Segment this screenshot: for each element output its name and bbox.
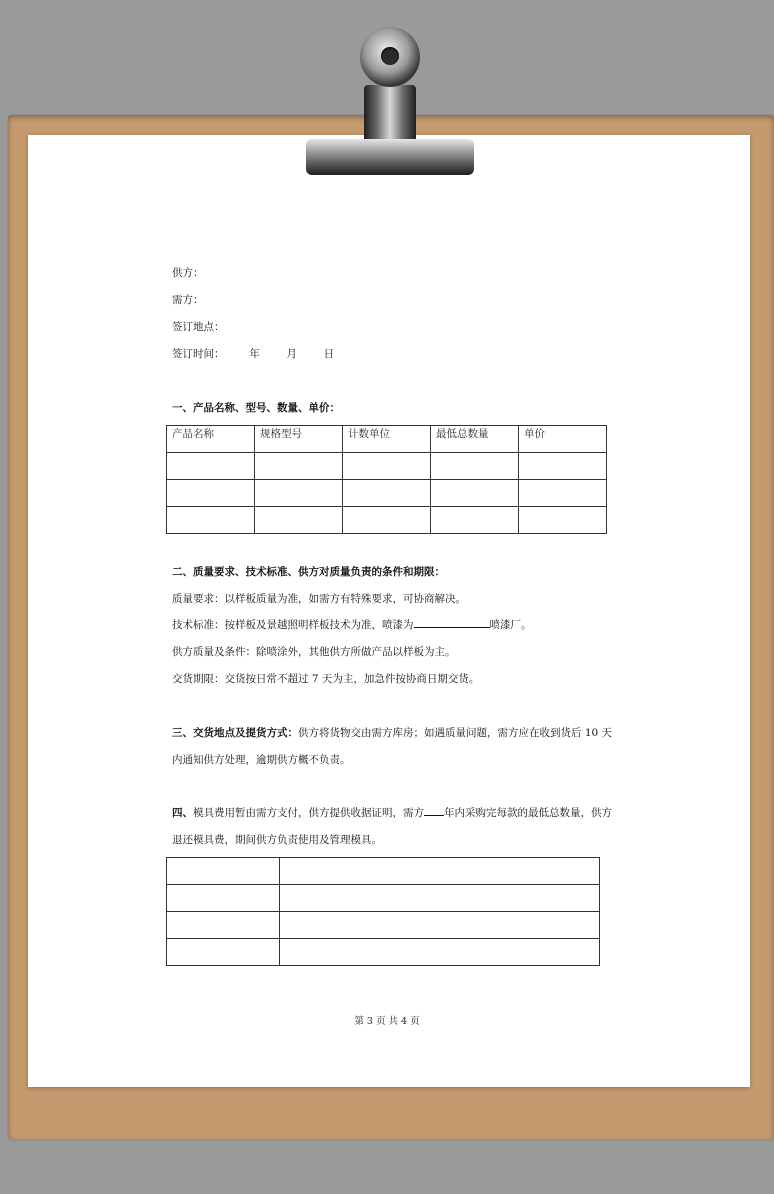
technical-standard-text: 技术标准：按样板及景越照明样板技术为准，喷漆为 (172, 619, 414, 631)
table-cell[interactable] (167, 453, 255, 480)
table-row (167, 939, 600, 966)
table-row (167, 480, 607, 507)
section3-title: 三、交货地点及提货方式： (172, 727, 298, 739)
paint-factory-blank (414, 617, 490, 628)
page-number: 第 3 页 共 4 页 (354, 1016, 420, 1027)
section4-text1: 模具费用暂由需方支付，供方提供收据证明，需方 (193, 807, 424, 819)
table-cell[interactable] (255, 507, 343, 534)
table-row (167, 912, 600, 939)
table-cell[interactable] (519, 507, 607, 534)
section4-text2: 退还模具费，期间供方负责使用及管理模具。 (172, 834, 382, 846)
table-cell[interactable] (167, 885, 280, 912)
table-cell[interactable] (167, 480, 255, 507)
supply-conditions: 供方质量及条件：除喷涂外，其他供方所做产品以样板为主。 (172, 646, 456, 658)
table-cell[interactable] (431, 480, 519, 507)
month-label: 月 (286, 348, 297, 360)
day-label: 日 (323, 348, 335, 360)
table-cell[interactable] (280, 885, 600, 912)
technical-standard (172, 617, 532, 632)
section1-title: 一、产品名称、型号、数量、单价： (172, 402, 340, 414)
product-table (166, 425, 607, 534)
table-row (167, 858, 600, 885)
table-row (167, 885, 600, 912)
table-cell[interactable] (280, 858, 600, 885)
technical-standard-suffix: 喷漆厂。 (489, 619, 532, 631)
signing-time-label: 签订时间： (172, 348, 225, 360)
column-header: 单价 (519, 426, 607, 453)
table-cell[interactable] (167, 858, 280, 885)
delivery-deadline: 交货期限：交货按日常不超过 7 天为主，加急件按协商日期交货。 (172, 673, 480, 685)
table-cell[interactable] (343, 453, 431, 480)
years-blank (424, 805, 444, 816)
mold-table (166, 857, 600, 966)
table-cell[interactable] (167, 912, 280, 939)
table-row (167, 453, 607, 480)
signing-time-field (172, 346, 334, 361)
table-cell[interactable] (343, 480, 431, 507)
year-label: 年 (249, 348, 260, 360)
section4-line1 (172, 805, 612, 820)
table-cell[interactable] (167, 507, 255, 534)
table-cell[interactable] (167, 939, 280, 966)
section4-text1-suffix: 年内采购完每款的最低总数量，供方 (444, 807, 612, 819)
section3-line1 (172, 725, 612, 740)
section4-title: 四、 (172, 807, 193, 819)
section3-text2: 内通知供方处理，逾期供方概不负责。 (172, 754, 351, 766)
signing-place-field: 签订地点： (172, 321, 225, 333)
quality-requirement: 质量要求：以样板质量为准，如需方有特殊要求，可协商解决。 (172, 593, 466, 605)
buyer-field: 需方： (172, 294, 204, 306)
table-row (167, 507, 607, 534)
column-header: 计数单位 (343, 426, 431, 453)
table-cell[interactable] (280, 939, 600, 966)
table-cell[interactable] (255, 453, 343, 480)
table-cell[interactable] (431, 453, 519, 480)
section3-text1: 供方将货物交由需方库房；如遇质量问题，需方应在收到货后 10 天 (298, 727, 613, 739)
section2-title: 二、质量要求、技术标准、供方对质量负责的条件和期限： (172, 566, 445, 578)
table-cell[interactable] (280, 912, 600, 939)
table-cell[interactable] (255, 480, 343, 507)
column-header: 产品名称 (167, 426, 255, 453)
binder-clip-icon (306, 27, 474, 177)
table-cell[interactable] (431, 507, 519, 534)
column-header: 规格型号 (255, 426, 343, 453)
supplier-field: 供方： (172, 267, 204, 279)
table-cell[interactable] (519, 480, 607, 507)
column-header: 最低总数量 (431, 426, 519, 453)
table-cell[interactable] (519, 453, 607, 480)
table-header-row (167, 426, 607, 453)
table-cell[interactable] (343, 507, 431, 534)
